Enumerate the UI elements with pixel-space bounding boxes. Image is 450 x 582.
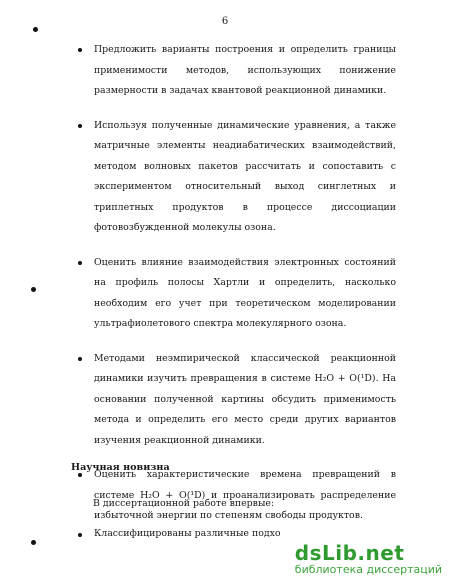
page-number: 6 xyxy=(221,16,229,27)
watermark-subtitle: библиотека диссертаций xyxy=(294,563,442,576)
list-item-text: Классифицированы различные подхо xyxy=(94,528,281,539)
margin-dot xyxy=(31,540,36,545)
section-title: Научная новизна xyxy=(71,462,170,473)
list-item: Предложить варианты построения и определить границы применимости методов, использующих понижение размерности в задачах квантовой реакционной динамики. xyxy=(78,40,396,102)
list-item xyxy=(78,528,396,539)
objectives-list xyxy=(78,40,396,527)
margin-dot xyxy=(31,287,36,292)
list-item: Оценить влияние взаимодействия электронных состояний на профиль полосы Хартли и определить, насколько необходим его учет при теоретическом моделировании ультрафиолетового спектра молекулярного озона. xyxy=(78,253,396,335)
list-item: Используя полученные динамические уравнения, а также матричные элементы неадиабатических взаимодействий, методом волновых пакетов рассчитать и сопоставить с экспериментом относительный выход синглетных и триплетных продуктов в процессе диссоциации фотовозбужденной молекулы озона. xyxy=(78,116,396,239)
list-item: Оценить характеристические времена превращений в системе H₂O + O(¹D) и проанализировать распределение избыточной энергии по степеням свободы продуктов. xyxy=(78,465,396,527)
margin-dot xyxy=(33,27,38,32)
intro-line: В диссертационной работе впервые: xyxy=(93,498,275,509)
watermark-logo: dsLib.net xyxy=(294,541,405,565)
watermark[interactable] xyxy=(295,543,442,576)
list-item: Методами неэмпирической классической реакционной динамики изучить превращения в системе H₂O + O(¹D). На основании полученной картины обсудить применимость метода и определить его место среди других вариантов изучения реакционной динамики. xyxy=(78,349,396,452)
